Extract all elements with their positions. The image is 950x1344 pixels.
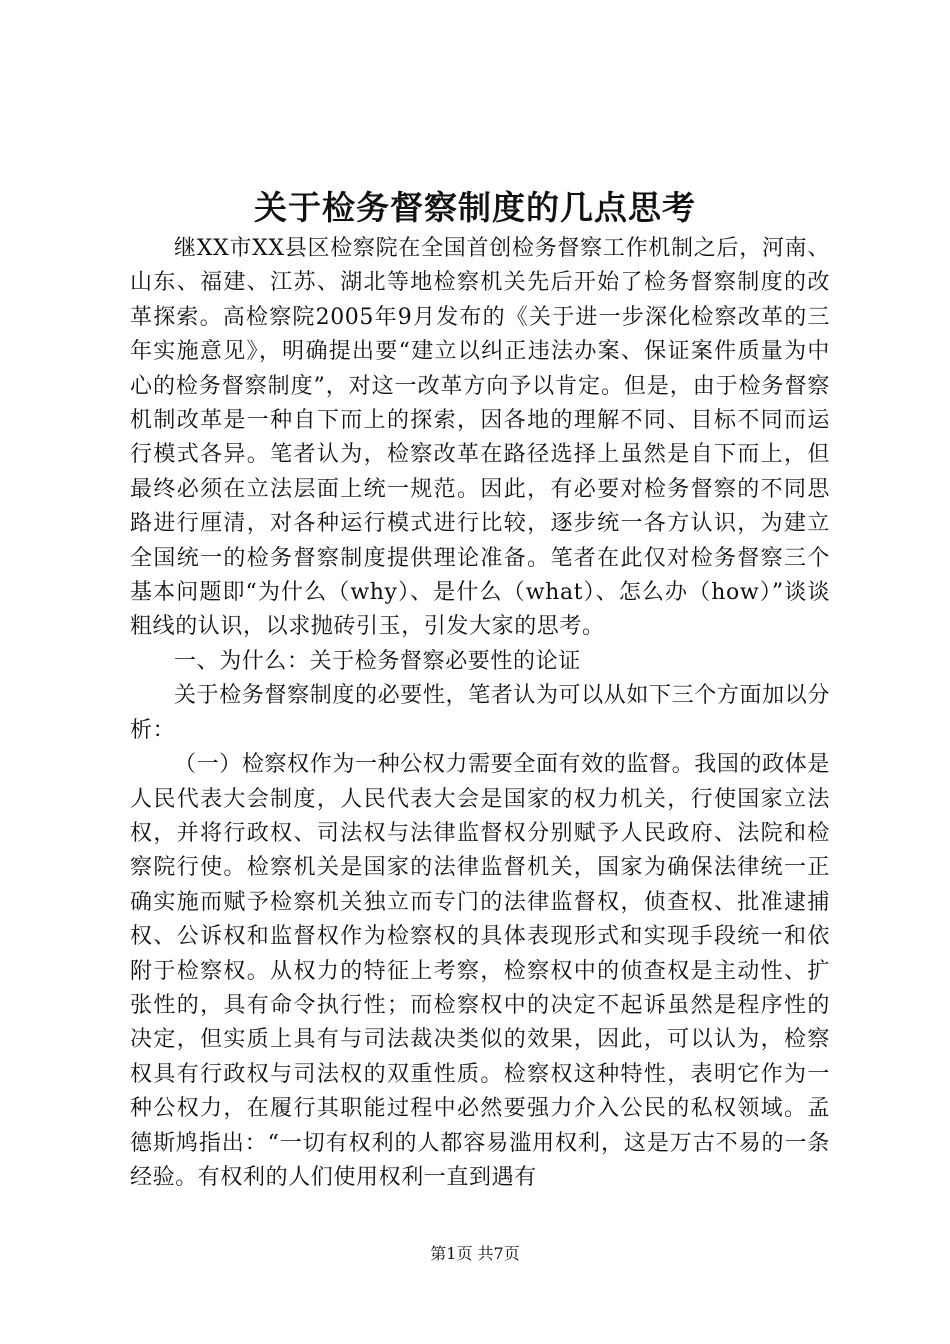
paragraph-intro: 继XX市XX县区检察院在全国首创检务督察工作机制之后，河南、山东、福建、江苏、湖北等地检察机关先后开始了检务督察制度的改革探索。高检察院2005年9月发布的《关于进一步深化检察改革的三年实施意见》，明确提出要“建立以纠正违法办案、保证案件质量为中心的检务督察制度”，对这一改革方向予以肯定。但是，由于检务督察机制改革是一种自下而上的探索，因各地的理解不同、目标不同而运行模式各异。笔者认为，检察改革在路径选择上虽然是自下而上，但最终必须在立法层面上统一规范。因此，有必要对检务督察的不同思路进行厘清，对各种运行模式进行比较，逐步统一各方认识，为建立全国统一的检务督察制度提供理论准备。笔者在此仅对检务督察三个基本问题即“为什么（why）、是什么（what）、怎么办（how）”谈谈粗线的认识，以求抛砖引玉，引发大家的思考。 xyxy=(130,236,830,640)
paragraph-point-one: （一）检察权作为一种公权力需要全面有效的监督。我国的政体是人民代表大会制度，人民代表大会是国家的权力机关，行使国家立法权，并将行政权、司法权与法律监督权分别赋予人民政府、法院和检察院行使。检察机关是国家的法律监督机关，国家为确保法律统一正确实施而赋予检察机关独立而专门的法律监督权，侦查权、批准逮捕权、公诉权和监督权作为检察权的具体表现形式和实现手段统一和依附于检察权。从权力的特征上考察，检察权中的侦查权是主动性、扩张性的，具有命令执行性；而检察权中的决定不起诉虽然是程序性的决定，但实质上具有与司法裁决类似的效果，因此，可以认为，检察权具有行政权与司法权的双重性质。检察权这种特性，表明它作为一种公权力，在履行其职能过程中必然要强力介入公民的私权领域。孟德斯鸠指出：“一切有权利的人都容易滥用权利，这是万古不易的一条经验。有权利的人们使用权利一直到遇有 xyxy=(130,752,830,1190)
paragraph-necessity: 关于检务督察制度的必要性，笔者认为可以从如下三个方面加以分析： xyxy=(130,683,830,743)
document-body xyxy=(130,232,830,1195)
section-heading-why: 一、为什么：关于检务督察必要性的论证 xyxy=(174,648,581,674)
page-footer: 第1页 共7页 xyxy=(430,1244,520,1263)
document-title: 关于检务督察制度的几点思考 xyxy=(254,188,696,227)
